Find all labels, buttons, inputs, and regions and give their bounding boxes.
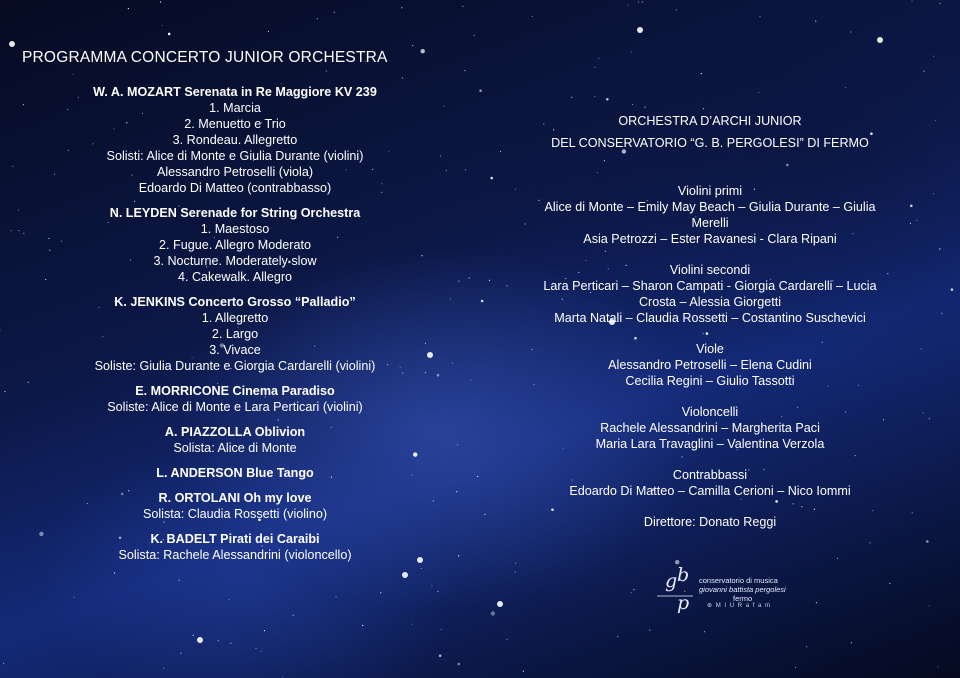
piece-detail: 2. Menuetto e Trio — [184, 117, 286, 131]
piece-detail: Solista: Alice di Monte — [173, 441, 297, 455]
piece-detail: Solista: Rachele Alessandrini (violoncello) — [118, 548, 352, 562]
logo-caption: conservatorio di musica giovanni battista pergolesi fermo — [699, 576, 786, 603]
piece-detail: Solista: Claudia Rossetti (violino) — [142, 507, 328, 521]
section-members: Alessandro Petroselli – Elena Cudini — [608, 358, 812, 372]
piece-title: N. LEYDEN Serenade for String Orchestra — [109, 206, 361, 220]
piece-detail: 1. Marcia — [209, 101, 261, 115]
section-members: Merelli — [691, 216, 729, 230]
section-name: Violini secondi — [669, 263, 751, 277]
piece-title: R. ORTOLANI Oh my love — [158, 491, 312, 505]
conservatory-logo — [655, 564, 865, 620]
piece-detail: Edoardo Di Matteo (contrabbasso) — [138, 181, 332, 195]
program-piece — [45, 205, 425, 285]
piece-title: L. ANDERSON Blue Tango — [156, 466, 314, 480]
section-members: Maria Lara Travaglini – Valentina Verzola — [595, 437, 825, 451]
orchestra-name: ORCHESTRA D’ARCHI JUNIOR — [618, 114, 802, 128]
piece-detail: 1. Allegretto — [201, 311, 269, 325]
piece-detail: 1. Maestoso — [200, 222, 270, 236]
section-members: Marta Natali – Claudia Rossetti – Costantino Suschevici — [554, 311, 866, 325]
piece-title: K. BADELT Pirati dei Caraibi — [150, 532, 320, 546]
piece-title: A. PIAZZOLLA Oblivion — [164, 425, 306, 439]
conservatory-name: DEL CONSERVATORIO “G. B. PERGOLESI” DI FERMO — [551, 136, 869, 150]
section-members: Crosta – Alessia Giorgetti — [638, 295, 782, 309]
piece-detail: Soliste: Giulia Durante e Giorgia Cardarelli (violini) — [94, 359, 376, 373]
section-members: Rachele Alessandrini – Margherita Paci — [600, 421, 820, 435]
piece-detail: 3. Vivace — [209, 343, 261, 357]
piece-detail: Soliste: Alice di Monte e Lara Perticari (violini) — [107, 400, 363, 414]
program-piece — [45, 490, 425, 522]
orchestra-section — [510, 183, 910, 247]
section-name: Violoncelli — [681, 405, 739, 419]
orchestra-roster — [510, 113, 910, 530]
section-name: Viole — [696, 342, 724, 356]
program-piece — [45, 383, 425, 415]
program-piece — [45, 531, 425, 563]
program-piece — [45, 465, 425, 481]
gbp-monogram-icon: g b p — [665, 564, 690, 614]
orchestra-section — [510, 341, 910, 389]
emblem-icon: ⊛ — [707, 603, 714, 609]
section-members: Alice di Monte – Emily May Beach – Giulia Durante – Giulia — [544, 200, 876, 214]
section-name: Violini primi — [677, 184, 743, 198]
miur-afam-badge: ⊛ M I U R a f a m — [707, 603, 772, 609]
piece-title: K. JENKINS Concerto Grosso “Palladio” — [114, 295, 356, 309]
orchestra-section — [510, 262, 910, 326]
director-line: Direttore: Donato Reggi — [643, 515, 777, 529]
piece-detail: Solisti: Alice di Monte e Giulia Durante (violini) — [106, 149, 364, 163]
orchestra-section — [510, 467, 910, 499]
piece-detail: Alessandro Petroselli (viola) — [156, 165, 314, 179]
piece-detail: 2. Largo — [211, 327, 259, 341]
section-name: Contrabbassi — [672, 468, 748, 482]
section-members: Lara Perticari – Sharon Campati - Giorgia Cardarelli – Lucia — [543, 279, 877, 293]
piece-detail: 3. Rondeau. Allegretto — [172, 133, 298, 147]
program-heading: PROGRAMMA CONCERTO JUNIOR ORCHESTRA — [22, 49, 388, 66]
piece-detail: 3. Nocturne. Moderately slow — [153, 254, 317, 268]
section-members: Cecilia Regini – Giulio Tassotti — [625, 374, 795, 388]
piece-title: E. MORRICONE Cinema Paradiso — [135, 384, 335, 398]
section-members: Edoardo Di Matteo – Camilla Cerioni – Nico Iommi — [569, 484, 851, 498]
piece-detail: 4. Cakewalk. Allegro — [177, 270, 293, 284]
piece-detail: 2. Fugue. Allegro Moderato — [159, 238, 311, 252]
program-list — [45, 84, 425, 572]
program-piece — [45, 294, 425, 374]
program-piece — [45, 424, 425, 456]
program-piece — [45, 84, 425, 196]
orchestra-section — [510, 404, 910, 452]
section-members: Asia Petrozzi – Ester Ravanesi - Clara Ripani — [583, 232, 837, 246]
piece-title: W. A. MOZART Serenata in Re Maggiore KV 239 — [93, 85, 377, 99]
